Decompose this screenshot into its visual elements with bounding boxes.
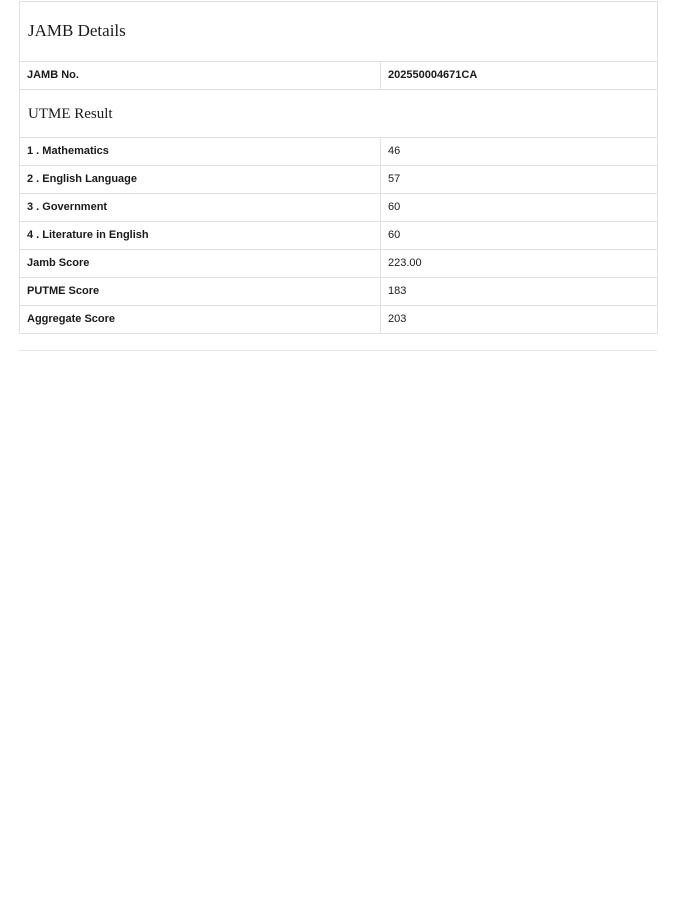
- table-row: [20, 278, 658, 306]
- jamb-no-label: JAMB No.: [20, 62, 381, 90]
- jamb-details-table: [19, 1, 658, 334]
- table-row: [20, 222, 658, 250]
- aggregate-score-label: Aggregate Score: [20, 306, 381, 334]
- subject-value: 57: [381, 166, 658, 194]
- jamb-details-panel: [19, 1, 657, 351]
- table-row: [20, 194, 658, 222]
- subject-value: 60: [381, 194, 658, 222]
- divider: [19, 350, 657, 351]
- utme-result-title: UTME Result: [20, 90, 658, 138]
- aggregate-score-value: 203: [381, 306, 658, 334]
- subject-value: 60: [381, 222, 658, 250]
- subject-value: 46: [381, 138, 658, 166]
- jamb-score-value: 223.00: [381, 250, 658, 278]
- table-row: [20, 166, 658, 194]
- table-row: [20, 306, 658, 334]
- subject-label: 1 . Mathematics: [20, 138, 381, 166]
- page-title: JAMB Details: [20, 2, 658, 62]
- subject-label: 3 . Government: [20, 194, 381, 222]
- putme-score-value: 183: [381, 278, 658, 306]
- table-row: [20, 250, 658, 278]
- table-row: [20, 2, 658, 62]
- jamb-score-label: Jamb Score: [20, 250, 381, 278]
- table-row: [20, 138, 658, 166]
- subject-label: 2 . English Language: [20, 166, 381, 194]
- subject-label: 4 . Literature in English: [20, 222, 381, 250]
- jamb-no-value: 202550004671CA: [381, 62, 658, 90]
- putme-score-label: PUTME Score: [20, 278, 381, 306]
- table-row: [20, 62, 658, 90]
- table-row: [20, 90, 658, 138]
